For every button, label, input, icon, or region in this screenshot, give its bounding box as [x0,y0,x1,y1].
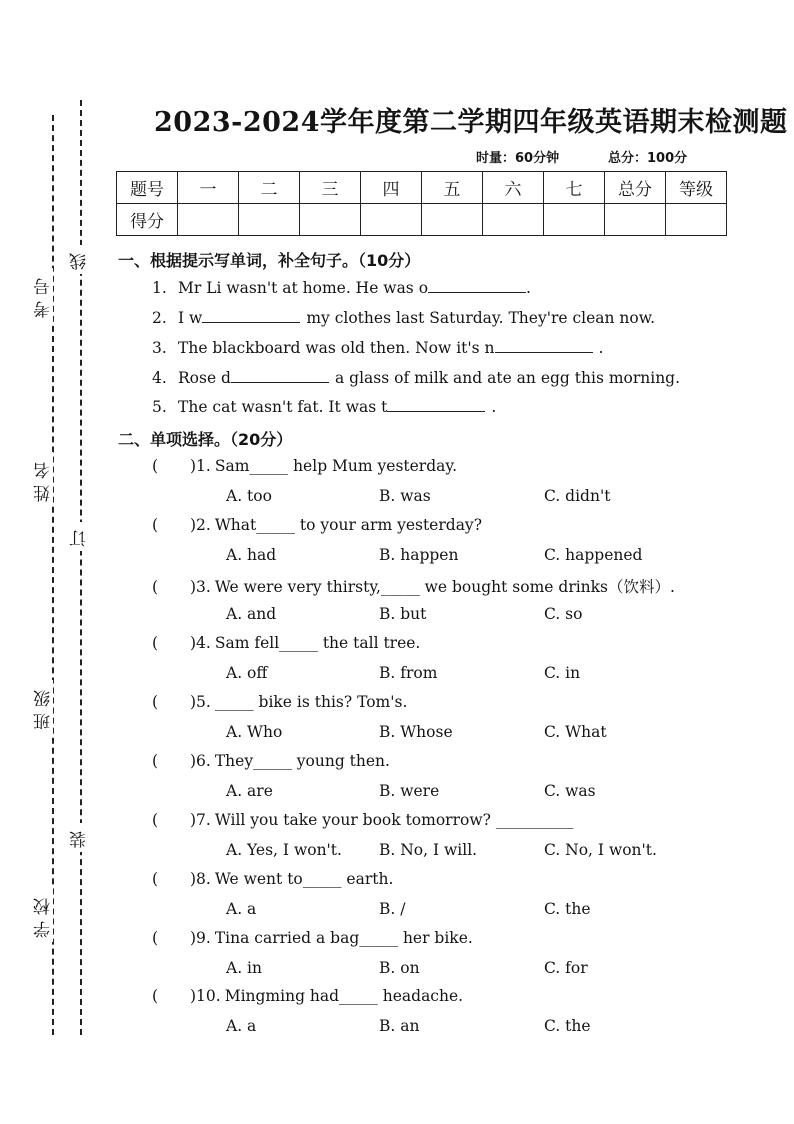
option-a[interactable]: A. Yes, I won't. [226,841,342,859]
option-c[interactable]: C. happened [544,546,643,564]
option-a[interactable]: A. Who [226,723,283,741]
option-c[interactable]: C. so [544,605,583,623]
question-stem: Tina carried a bag_____ her bike. [214,929,473,947]
fill-item-after: . [526,279,531,297]
answer-paren[interactable]: ( [152,811,159,829]
question-number: )1. [190,457,211,475]
option-c[interactable]: C. What [544,723,607,741]
answer-blank[interactable] [495,338,593,353]
fill-item-before: I w [178,309,203,327]
answer-blank[interactable] [387,397,485,412]
fill-item-number: 2. [152,309,167,327]
question-number: )7. [190,811,211,829]
option-b[interactable]: B. were [379,782,440,800]
exam-time: 时量：60分钟 [476,151,560,166]
fill-item-before: The cat wasn't fat. It was t [178,398,388,416]
fill-item [152,397,496,416]
score-cell: 六 [483,172,544,204]
fill-item-before: Rose d [178,369,231,387]
score-input-cell[interactable] [300,204,361,236]
score-input-cell[interactable] [422,204,483,236]
question-number: )5. [190,693,211,711]
field-school[interactable] [36,888,53,942]
question-number: )10. [190,987,221,1005]
field-exam-number[interactable] [36,268,53,322]
score-cell: 题号 [117,172,178,204]
cut-word-order: 订 [72,522,89,551]
binding-dashed-line [80,100,82,1035]
score-cell: 四 [361,172,422,204]
score-cell: 五 [422,172,483,204]
option-c[interactable]: C. for [544,959,588,977]
exam-title: 2023-2024学年度第二学期四年级英语期末检测题 [154,107,788,138]
answer-paren[interactable]: ( [152,516,159,534]
cut-word-bind: 装 [72,823,89,852]
question-number: )6. [190,752,211,770]
score-input-cell[interactable] [361,204,422,236]
fill-item [152,278,531,297]
answer-blank[interactable] [202,308,300,323]
score-input-cell[interactable] [178,204,239,236]
option-a[interactable]: A. a [226,900,257,918]
answer-paren[interactable]: ( [152,634,159,652]
option-b[interactable]: B. from [379,664,438,682]
score-input-cell[interactable] [239,204,300,236]
score-table [116,171,727,236]
option-b[interactable]: B. Whose [379,723,453,741]
score-cell: 总分 [605,172,666,204]
score-cell: 等级 [666,172,727,204]
question-number: )9. [190,929,211,947]
score-cell: 一 [178,172,239,204]
score-input-cell[interactable] [605,204,666,236]
score-table-score-row [117,204,727,236]
option-c[interactable]: C. was [544,782,596,800]
question-6 [152,752,390,770]
section2-title: 二、单项选择。（20分） [118,430,293,449]
score-input-cell[interactable] [544,204,605,236]
field-school-label: 学校 [34,892,54,938]
question-number: )2. [190,516,211,534]
option-b[interactable]: B. an [379,1017,420,1035]
field-class[interactable] [36,680,53,734]
fill-item-number: 3. [152,339,167,357]
field-class-label: 班级 [34,684,54,730]
answer-paren[interactable]: ( [152,929,159,947]
answer-paren[interactable]: ( [152,870,159,888]
answer-paren[interactable]: ( [152,752,159,770]
question-stem: What_____ to your arm yesterday? [214,516,482,534]
question-stem: We were very thirsty,_____ we bought some drinks（饮料）. [214,578,675,596]
fill-item [152,368,680,387]
answer-paren[interactable]: ( [152,987,159,1005]
section1-title: 一、根据提示写单词，补全句子。（10分） [118,251,421,270]
answer-blank[interactable] [428,278,526,293]
answer-paren[interactable]: ( [152,693,159,711]
question-7 [152,811,573,829]
cut-word-line: 线 [72,245,89,274]
fill-item-after: a glass of milk and ate an egg this morning. [334,369,681,387]
option-b[interactable]: B. No, I will. [379,841,478,859]
question-stem: They_____ young then. [214,752,390,770]
fill-item-number: 1. [152,279,167,297]
option-a[interactable]: A. are [226,782,273,800]
question-stem: _____ bike is this? Tom's. [214,693,408,711]
question-stem: Sam fell_____ the tall tree. [214,634,421,652]
score-input-cell[interactable] [666,204,727,236]
question-stem: Sam_____ help Mum yesterday. [214,457,458,475]
field-name-label: 姓名 [34,456,54,502]
field-exam-number-label: 考号 [34,272,54,318]
option-a[interactable]: A. and [226,605,277,623]
score-row-label: 得分 [117,204,178,236]
question-number: )8. [190,870,211,888]
question-8 [152,870,393,888]
option-c[interactable]: C. in [544,664,581,682]
question-stem: Will you take your book tomorrow? __________ [214,811,574,829]
option-a[interactable]: A. a [226,1017,257,1035]
option-b[interactable]: B. was [379,487,431,505]
question-3 [152,575,675,597]
option-a[interactable]: A. too [226,487,272,505]
fill-item [152,338,603,357]
option-b[interactable]: B. but [379,605,427,623]
question-4 [152,634,420,652]
score-input-cell[interactable] [483,204,544,236]
option-a[interactable]: A. off [226,664,268,682]
fill-item-after: . [598,339,604,357]
score-cell: 三 [300,172,361,204]
fill-item-before: The blackboard was old then. Now it's n [178,339,495,357]
fill-item-before: Mr Li wasn't at home. He was o [178,279,429,297]
question-9 [152,929,473,947]
option-a[interactable]: A. had [226,546,277,564]
score-table-header-row [117,172,727,204]
question-stem: We went to_____ earth. [214,870,394,888]
question-2 [152,516,482,534]
fill-item-number: 5. [152,398,167,416]
answer-blank[interactable] [231,368,329,383]
question-number: )3. [190,578,211,596]
option-c[interactable]: C. the [544,900,591,918]
option-b[interactable]: B. on [379,959,420,977]
answer-paren[interactable]: ( [152,457,159,475]
question-1 [152,457,457,475]
score-cell: 二 [239,172,300,204]
option-a[interactable]: A. in [226,959,262,977]
score-cell: 七 [544,172,605,204]
option-b[interactable]: B. happen [379,546,459,564]
exam-total: 总分：100分 [608,151,688,166]
question-10 [152,987,463,1005]
question-5 [152,693,407,711]
question-number: )4. [190,634,211,652]
answer-paren[interactable]: ( [152,578,159,596]
fill-item-after: . [491,398,497,416]
fill-item-number: 4. [152,369,167,387]
option-c[interactable]: C. the [544,1017,591,1035]
question-stem: Mingming had_____ headache. [224,987,464,1005]
option-b[interactable]: B. / [379,900,406,918]
option-c[interactable]: C. didn't [544,487,611,505]
field-name[interactable] [36,452,53,506]
fill-item-after: my clothes last Saturday. They're clean now. [306,309,656,327]
option-c[interactable]: C. No, I won't. [544,841,657,859]
fill-item [152,308,655,327]
